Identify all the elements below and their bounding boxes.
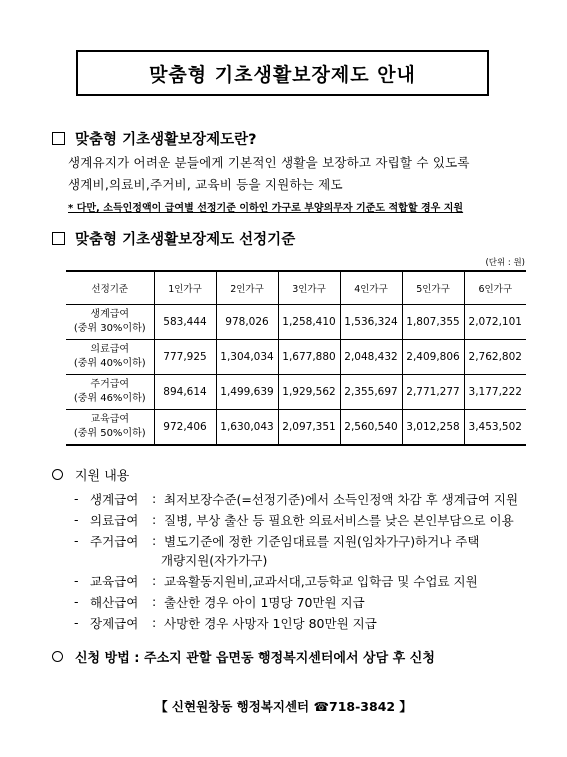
table-cell: 583,444 xyxy=(154,305,216,340)
list-item-continuation xyxy=(74,549,518,570)
table-cell: 3,012,258 xyxy=(402,410,464,446)
table-cell: 1,304,034 xyxy=(216,340,278,375)
table-header-cell: 4인가구 xyxy=(340,271,402,305)
dash-icon: - xyxy=(74,512,79,527)
table-row xyxy=(66,305,526,340)
section2-title: 맞춤형 기초생활보장제도 선정기준 xyxy=(75,232,296,248)
dash-icon: - xyxy=(74,615,79,630)
table-header-cell: 6인가구 xyxy=(464,271,526,305)
colon: : xyxy=(152,533,157,548)
page-title: 맞춤형 기초생활보장제도 안내 xyxy=(149,63,416,86)
table-cell: 972,406 xyxy=(154,410,216,446)
row-name: 생계급여 xyxy=(90,309,130,320)
table-row xyxy=(66,340,526,375)
support-heading xyxy=(52,465,129,484)
colon: : xyxy=(152,491,157,506)
dash-icon: - xyxy=(74,573,79,588)
colon: : xyxy=(152,594,157,609)
apply-text: 신청 방법 : 주소지 관할 읍면동 행정복지센터에서 상담 후 신청 xyxy=(75,651,435,666)
table-cell: 2,355,697 xyxy=(340,375,402,410)
colon: : xyxy=(152,573,157,588)
support-item-desc: 교육활동지원비,교과서대,고등학교 입학금 및 수업료 지원 xyxy=(164,573,478,589)
table-cell: 2,560,540 xyxy=(340,410,402,446)
section1-title: 맞춤형 기초생활보장제도란? xyxy=(75,132,257,148)
table-cell: 894,614 xyxy=(154,375,216,410)
support-item-name: 생계급여 xyxy=(90,491,139,507)
support-item-name: 해산급여 xyxy=(90,594,139,610)
table-header-cell: 1인가구 xyxy=(154,271,216,305)
dash-icon: - xyxy=(74,533,79,548)
support-item-desc: 출산한 경우 아이 1명당 70만원 지급 xyxy=(164,594,365,610)
circle-bullet-icon xyxy=(52,469,63,480)
list-item xyxy=(74,530,518,551)
square-bullet-icon xyxy=(52,232,65,245)
support-item-name: 교육급여 xyxy=(90,573,139,589)
support-item-desc: 최저보장수준(=선정기준)에서 소득인정액 차감 후 생계급여 지원 xyxy=(164,491,519,507)
table-cell: 2,072,101 xyxy=(464,305,526,340)
row-label xyxy=(66,375,154,410)
row-label xyxy=(66,410,154,446)
row-sub: (중위 30%이하) xyxy=(73,323,146,334)
support-item-desc: 별도기준에 정한 기준임대료를 지원(임차가구)하거나 주택 xyxy=(164,533,480,549)
table-cell: 978,026 xyxy=(216,305,278,340)
table-cell: 2,409,806 xyxy=(402,340,464,375)
row-label xyxy=(66,340,154,375)
table-cell: 1,536,324 xyxy=(340,305,402,340)
support-title: 지원 내용 xyxy=(75,469,130,484)
row-sub: (중위 50%이하) xyxy=(73,428,146,439)
table-cell: 2,762,802 xyxy=(464,340,526,375)
support-item-desc: 사망한 경우 사망자 1인당 80만원 지급 xyxy=(164,615,377,631)
section1-heading xyxy=(52,128,257,149)
table-cell: 2,771,277 xyxy=(402,375,464,410)
circle-bullet-icon xyxy=(52,651,63,662)
list-item xyxy=(74,612,518,633)
row-sub: (중위 46%이하) xyxy=(73,393,146,404)
table-cell: 1,630,043 xyxy=(216,410,278,446)
table-cell: 1,807,355 xyxy=(402,305,464,340)
table-row xyxy=(66,410,526,446)
colon: : xyxy=(152,512,157,527)
table-cell: 1,929,562 xyxy=(278,375,340,410)
table-header-cell: 5인가구 xyxy=(402,271,464,305)
row-name: 교육급여 xyxy=(90,414,130,425)
table-header-row xyxy=(66,271,526,305)
table-cell: 3,177,222 xyxy=(464,375,526,410)
table-cell: 1,677,880 xyxy=(278,340,340,375)
list-item xyxy=(74,488,518,509)
criteria-table xyxy=(66,270,526,446)
apply-method xyxy=(52,647,435,666)
table-cell: 3,453,502 xyxy=(464,410,526,446)
support-item-desc: 개량지원(자가가구) xyxy=(161,552,268,568)
table-corner: 선정기준 xyxy=(66,271,154,305)
footer-contact: 【 신현원창동 행정복지센터 ☎718-3842 】 xyxy=(155,699,412,714)
row-name: 의료급여 xyxy=(90,344,130,355)
support-item-desc: 질병, 부상 출산 등 필요한 의료서비스를 낮은 본인부담으로 이용 xyxy=(164,512,514,528)
table-cell: 1,258,410 xyxy=(278,305,340,340)
square-bullet-icon xyxy=(52,132,65,145)
list-item xyxy=(74,509,518,530)
list-item xyxy=(74,591,518,612)
list-item xyxy=(74,570,518,591)
unit-label: (단위 : 원) xyxy=(485,258,525,268)
section1-line1: 생계유지가 어려운 분들에게 기본적인 생활을 보장하고 자립할 수 있도록 xyxy=(68,155,470,170)
dash-icon: - xyxy=(74,491,79,506)
row-label xyxy=(66,305,154,340)
support-list xyxy=(74,488,518,633)
support-item-name: 의료급여 xyxy=(90,512,139,528)
support-item-name: 주거급여 xyxy=(90,533,139,549)
section1-line2: 생계비,의료비,주거비, 교육비 등을 지원하는 제도 xyxy=(68,177,343,192)
support-item-name: 장제급여 xyxy=(90,615,139,631)
table-cell: 777,925 xyxy=(154,340,216,375)
section1-note: * 다만, 소득인정액이 급여별 선정기준 이하인 가구로 부양의무자 기준도 적합할 경우 지원 xyxy=(68,203,464,214)
colon: : xyxy=(152,615,157,630)
page-title-box xyxy=(76,50,489,96)
table-header-cell: 2인가구 xyxy=(216,271,278,305)
table-row xyxy=(66,375,526,410)
table-cell: 2,048,432 xyxy=(340,340,402,375)
row-sub: (중위 40%이하) xyxy=(73,358,146,369)
section2-heading xyxy=(52,228,295,249)
table-header-cell: 3인가구 xyxy=(278,271,340,305)
table-cell: 1,499,639 xyxy=(216,375,278,410)
row-name: 주거급여 xyxy=(90,379,130,390)
table-cell: 2,097,351 xyxy=(278,410,340,446)
dash-icon: - xyxy=(74,594,79,609)
